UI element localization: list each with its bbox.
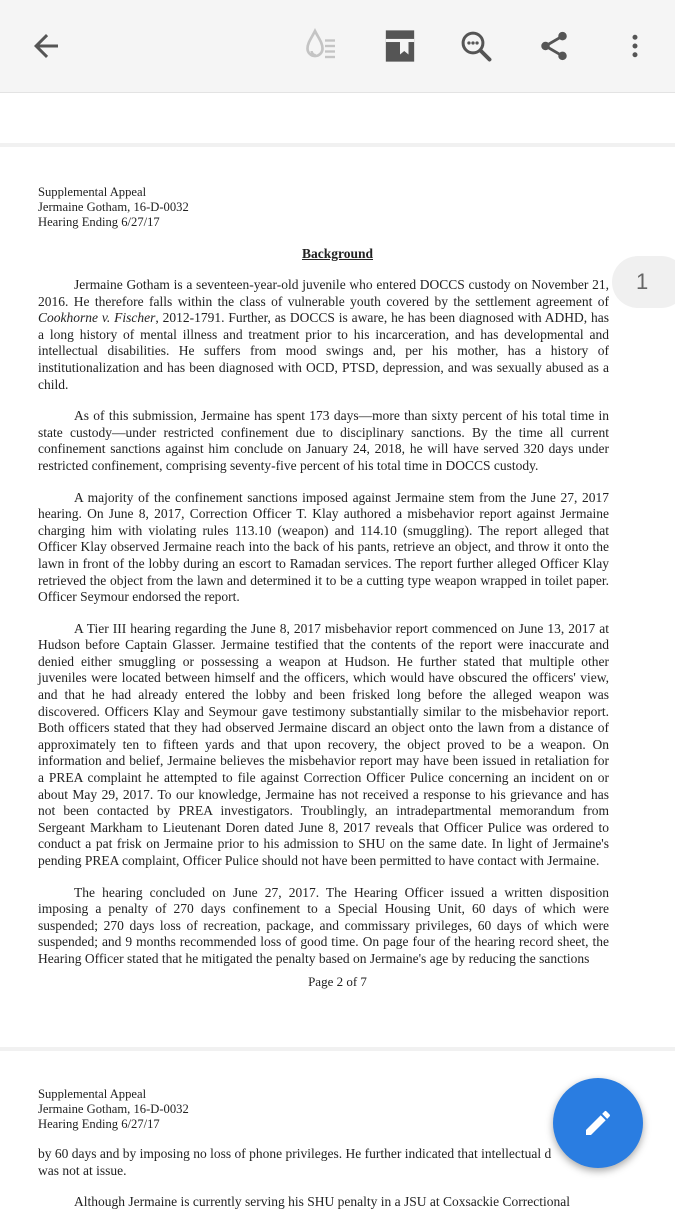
header-line: Supplemental Appeal	[38, 1087, 147, 1101]
bookmark-icon[interactable]	[376, 22, 424, 70]
header-line: Hearing Ending 6/27/17	[38, 1117, 160, 1131]
section-heading: Background	[301, 246, 374, 261]
document-body	[38, 277, 609, 983]
header-line: Jermaine Gotham, 16-D-0032	[38, 200, 189, 214]
header-line: Jermaine Gotham, 16-D-0032	[38, 1102, 189, 1116]
paragraph: A Tier III hearing regarding the June 8, 2017 misbehavior report commenced on June 13, 2017 at Hudson before Captain Glasser. Jermaine testified that the contents of the report were inaccurate and denied either smuggling or possessing a weapon at Hudson. He further stated that multiple other juveniles were located between himself and the officers, which would have obscured the officers' view, and that he had already entered the lobby and been frisked long before the alleged weapon was discovered. Officers Klay and Seymour gave testimony substantially similar to the misbehavior report. Both officers stated that they had observed Jermaine discard an object onto the lawn from a distance of approximately ten to fifteen yards and that upon recovery, the object proved to be a weapon. On information and belief, Jermaine believes the misbehavior report may have been issued in retaliation for a PREA complaint he attempted to file against Correction Officer Pulice concerning an incident on or about May 29, 2017. To our knowledge, Jermaine has not received a response to his grievance and has not been contacted by PREA investigators. Troublingly, an intradepartmental memorandum from Sergeant Markham to Lieutenant Doren dated June 8, 2017 reveals that Officer Pulice was ordered to conduct a pat frisk on Jermaine prior to his admission to SHU on the same date. In light of Jermaine's pending PREA complaint, Officer Pulice should not have been permitted to have contact with Jermaine.	[38, 620, 609, 868]
header-line: Hearing Ending 6/27/17	[38, 215, 160, 229]
continued-text: by 60 days and by imposing no loss of phone privileges. He further indicated that intellectual d was not at issue.	[38, 1146, 552, 1178]
document-page	[0, 147, 675, 1047]
paragraph: Jermaine Gotham is a seventeen-year-old juvenile who entered DOCCS custody on November 21, 2016. He therefore falls within the class of vulnerable youth covered by the settlement agreement of Cookhorne v. Fischer, 2012-1791. Further, as DOCCS is aware, he has been diagnosed with ADHD, has a long history of mental illness and treatment prior to his incarceration, and has developmental and intellectual disabilities. He suffers from mood swings and, per his mother, has a history of institutionalization and has been diagnosed with OCD, PTSD, depression, and was sexually abused as a child.	[38, 277, 609, 392]
previous-page-bottom	[0, 93, 675, 143]
zoom-icon[interactable]	[452, 22, 500, 70]
page-indicator: 1	[612, 256, 675, 308]
edit-pencil-icon	[582, 1107, 614, 1139]
paragraph: A majority of the confinement sanctions imposed against Jermaine stem from the June 27, 2017 hearing. On June 8, 2017, Correction Officer T. Klay authored a misbehavior report against Jermaine charging him with violating rules 113.10 (weapon) and 114.10 (smuggling). The report alleged that Officer Klay observed Jermaine reach into the back of his pants, retrieve an object, and throw it onto the lawn in front of the lobby during an escort to Ramadan services. The report further alleged Officer Klay retrieved the object from the lawn and determined it to be a cutting type weapon wrapped in toilet paper. Officer Seymour endorsed the report.	[38, 489, 609, 605]
paragraph: As of this submission, Jermaine has spent 173 days—more than sixty percent of his total time in state custody—under restricted confinement due to disciplinary sanctions. By the time all current confinement sanctions against him conclude on January 24, 2018, he will have served 320 days under restricted confinement, comprising seventy-five percent of his total time in DOCCS custody.	[38, 408, 609, 473]
page-header	[38, 185, 189, 230]
page-footer: Page 2 of 7	[308, 974, 367, 989]
next-paragraph: Although Jermaine is currently serving his SHU penalty in a JSU at Coxsackie Correctional	[74, 1194, 571, 1209]
paragraph: The hearing concluded on June 27, 2017. The Hearing Officer issued a written disposition imposing a penalty of 270 days confinement to a Special Housing Unit, 60 days of which were suspended; 270 days loss of recreation, package, and commissary privileges, 60 days of which were suspended; and 9 months recommended loss of good time. On page four of the hearing record sheet, the Hearing Officer stated that he mitigated the penalty based on Jermaine's age by reducing the sanctions	[38, 884, 609, 966]
header-line: Supplemental Appeal	[38, 185, 147, 199]
edit-fab[interactable]	[553, 1078, 643, 1168]
more-vert-icon[interactable]	[611, 22, 659, 70]
reflow-drop-icon[interactable]	[296, 22, 344, 70]
back-arrow-icon[interactable]	[22, 22, 70, 70]
case-citation: Cookhorne v. Fischer	[38, 310, 156, 326]
page-header	[38, 1087, 189, 1132]
share-icon[interactable]	[530, 22, 578, 70]
app-toolbar	[0, 0, 675, 93]
